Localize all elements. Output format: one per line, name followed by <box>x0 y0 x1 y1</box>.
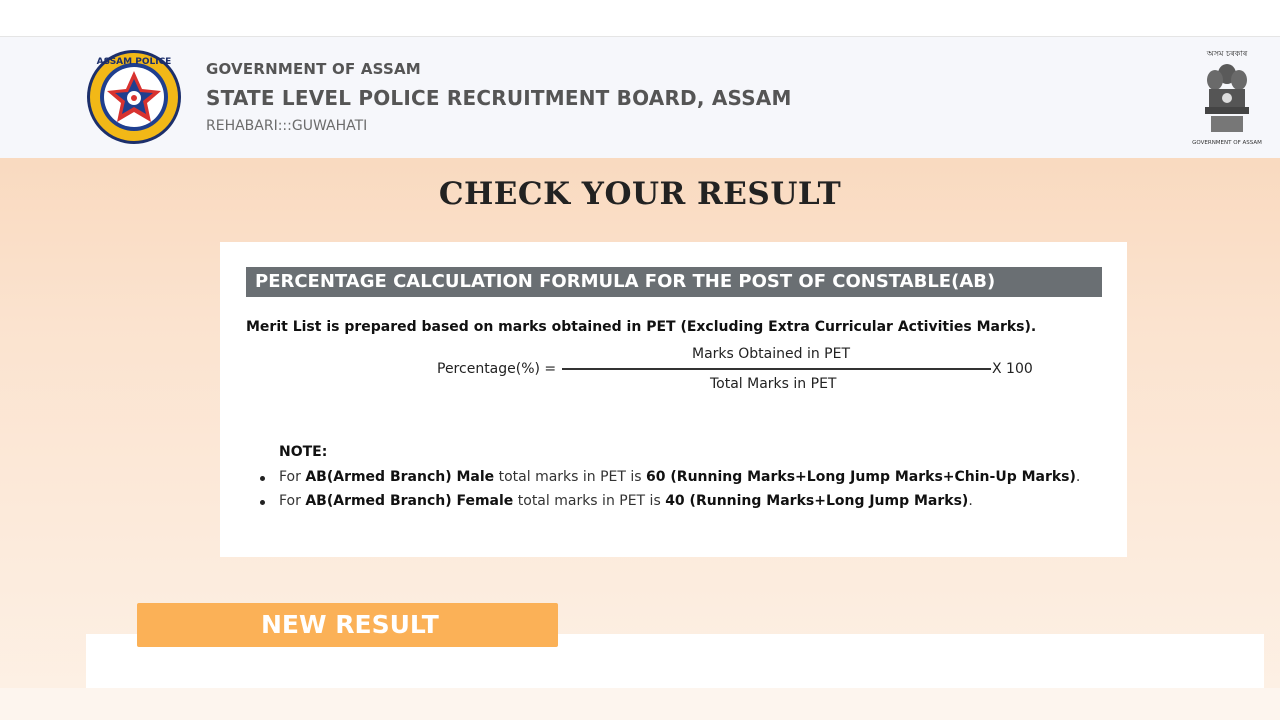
state-emblem <box>1187 46 1267 150</box>
page-title: CHECK YOUR RESULT <box>438 176 842 212</box>
government-label: GOVERNMENT OF ASSAM <box>206 60 421 78</box>
notes-list <box>279 469 1080 517</box>
formula-denominator: Total Marks in PET <box>710 376 837 392</box>
new-result-tab[interactable]: NEW RESULT <box>137 603 558 647</box>
note-item: For AB(Armed Branch) Male total marks in PET is 60 (Running Marks+Long Jump Marks+Chin-Up Marks). <box>279 469 1081 485</box>
note-title: NOTE: <box>279 444 328 460</box>
note-item: For AB(Armed Branch) Female total marks in PET is 40 (Running Marks+Long Jump Marks). <box>279 493 1080 509</box>
bottom-area <box>0 688 1280 720</box>
board-name: STATE LEVEL POLICE RECRUITMENT BOARD, ASSAM <box>206 86 792 110</box>
formula-numerator: Marks Obtained in PET <box>692 346 851 362</box>
assam-police-logo <box>86 49 182 145</box>
top-strip <box>0 0 1280 37</box>
formula-multiplier: X 100 <box>992 361 1033 377</box>
board-location: REHABARI:::GUWAHATI <box>206 118 368 134</box>
svg-text:অসম চৰকাৰ: অসম চৰকাৰ <box>1206 49 1248 58</box>
svg-text:ASSAM POLICE: ASSAM POLICE <box>96 57 172 67</box>
fraction-line <box>562 368 991 370</box>
merit-list-text: Merit List is prepared based on marks obtained in PET (Excluding Extra Curricular Activities Marks). <box>246 319 1037 335</box>
formula-heading: PERCENTAGE CALCULATION FORMULA FOR THE POST OF CONSTABLE(AB) <box>246 267 1102 297</box>
svg-text:GOVERNMENT OF ASSAM: GOVERNMENT OF ASSAM <box>1192 140 1262 146</box>
formula-card <box>220 242 1127 557</box>
formula-label: Percentage(%) = <box>437 361 557 377</box>
